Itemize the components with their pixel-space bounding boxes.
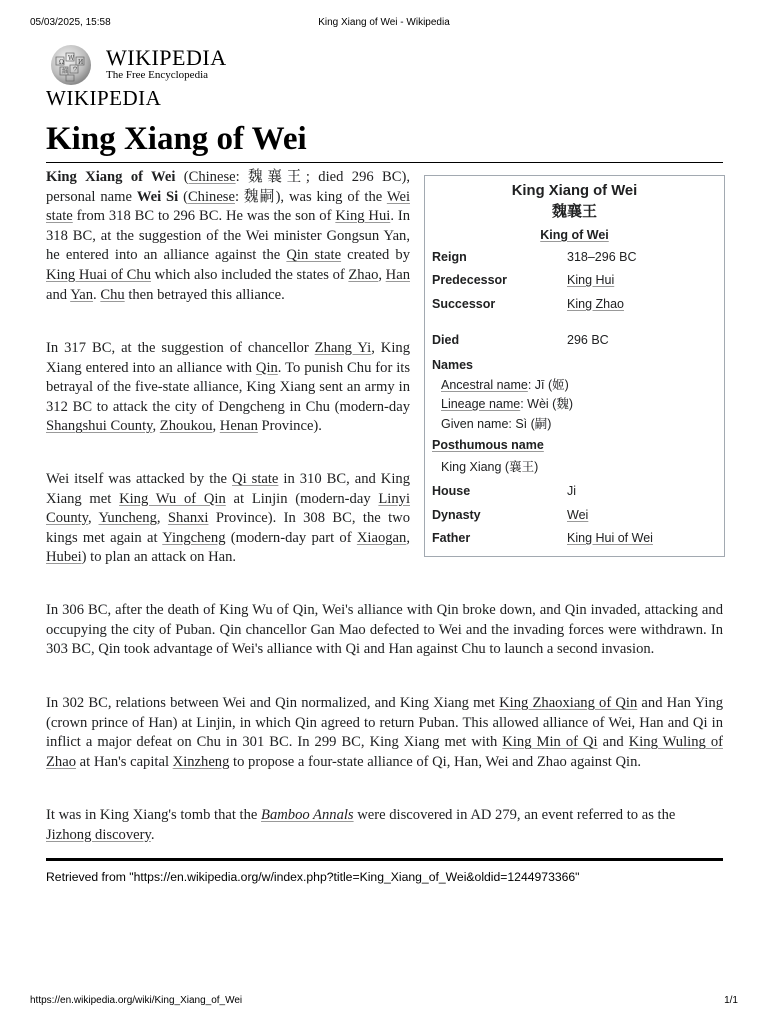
infobox-subheader (425, 227, 724, 243)
link-chu[interactable]: Chu (100, 286, 125, 303)
text: ( (175, 169, 189, 185)
paragraph-normalization (46, 694, 723, 772)
link-king-min-of-qi[interactable]: King Min of Qi (502, 734, 598, 751)
infobox-label-reign: Reign (432, 250, 467, 264)
link-lineage-name[interactable]: Lineage name (441, 397, 521, 411)
text: , (212, 418, 220, 435)
text: , (156, 510, 168, 527)
link-predecessor-king-hui[interactable]: King Hui (567, 273, 615, 287)
link-henan[interactable]: Henan (219, 418, 258, 435)
bold-article-name: King Xiang of Wei (46, 169, 176, 185)
link-zhang-yi[interactable]: Zhang Yi (314, 340, 372, 356)
text: In 317 BC, at the suggestion of chancellor (46, 340, 315, 356)
print-page-number: 1/1 (724, 995, 738, 1006)
text: In 302 BC, relations between Wei and Qin normalized, and King Xiang met (46, 695, 500, 711)
print-header (30, 17, 738, 31)
text: and Han Ying (crown prince of Han) at Linjin, in which Qin agreed to return Puban. This allowed alliance of Wei, Han and Qi in inflict a major defeat on Chu in 301 BC. In 299 BC, King Xiang met with (46, 695, 723, 751)
link-dynasty-wei[interactable]: Wei (567, 508, 589, 522)
infobox-given-name: Given name: Sì (嗣) (441, 417, 552, 431)
link-qin[interactable]: Qin (255, 359, 278, 376)
infobox-label-dynasty: Dynasty (432, 508, 481, 522)
text: created by (341, 247, 410, 264)
link-yingcheng[interactable]: Yingcheng (162, 529, 226, 546)
infobox-value-house: Ji (567, 484, 577, 498)
text: (modern-day part of (225, 529, 357, 546)
page-title: King Xiang of Wei (46, 121, 307, 157)
infobox-native-name: 魏襄王 (551, 203, 597, 220)
text: , (406, 529, 410, 546)
link-zhao[interactable]: Zhao (348, 266, 379, 283)
link-qi-state[interactable]: Qi state (232, 471, 279, 487)
text: Wei itself was attacked by the (46, 471, 233, 487)
svg-text:Ω: Ω (59, 59, 64, 66)
paragraph-intro (46, 168, 410, 305)
text: Province). (257, 418, 322, 435)
link-xinzheng[interactable]: Xinzheng (172, 753, 230, 770)
link-shanxi[interactable]: Shanxi (167, 510, 209, 527)
infobox-label-predecessor: Predecessor (432, 273, 508, 287)
bold-personal-name: Wei Si (136, 188, 179, 205)
text: and (597, 734, 629, 751)
paragraph-qi-attack (46, 470, 410, 568)
text: : 魏襄王; died 296 BC), personal name (46, 169, 410, 205)
text: ) to plan an attack on Han. (81, 549, 237, 566)
text: in 310 BC, and King Xiang met (46, 471, 410, 507)
link-xiaogan[interactable]: Xiaogan (356, 529, 407, 546)
link-jizhong-discovery[interactable]: Jizhong discovery (46, 826, 151, 843)
svg-text:W: W (68, 55, 75, 62)
text: , (152, 418, 160, 435)
link-han[interactable]: Han (385, 266, 410, 283)
link-father-king-hui-of-wei[interactable]: King Hui of Wei (567, 531, 653, 545)
infobox (424, 175, 725, 557)
lineage-name-value: : Wèi (魏) (520, 397, 574, 411)
link-chinese[interactable]: Chinese (188, 169, 236, 185)
link-ancestral-name[interactable]: Ancestral name (441, 378, 528, 392)
text: were discovered in AD 279, an event referred to as the (353, 807, 676, 823)
infobox-label-father: Father (432, 531, 471, 545)
link-yan[interactable]: Yan (70, 286, 94, 303)
link-king-hui[interactable]: King Hui (335, 208, 391, 225)
link-qin-state[interactable]: Qin state (286, 247, 342, 264)
print-timestamp: 05/03/2025, 15:58 (30, 17, 111, 28)
text: at Linjin (modern-day (225, 490, 379, 507)
text: It was in King Xiang's tomb that the (46, 807, 262, 823)
text: . (93, 286, 101, 303)
infobox-title: King Xiang of Wei (511, 183, 638, 199)
link-king-huai-of-chu[interactable]: King Huai of Chu (46, 266, 151, 283)
link-king-zhaoxiang-of-qin[interactable]: King Zhaoxiang of Qin (499, 695, 638, 711)
text: to propose a four-state alliance of Qi, Han, Wei and Zhao against Qin. (229, 753, 642, 770)
text: , (378, 266, 386, 283)
link-linyi-county[interactable]: Linyi County (46, 490, 410, 527)
print-url: https://en.wikipedia.org/wiki/King_Xiang_of_Wei (30, 995, 243, 1006)
text: ( (178, 188, 188, 205)
infobox-label-successor: Successor (432, 297, 496, 311)
link-king-wuling-of-zhao[interactable]: King Wuling of Zhao (46, 734, 723, 770)
text: : 魏嗣), was king of the (234, 188, 387, 205)
svg-text:維: 維 (62, 68, 69, 75)
text: , (88, 510, 99, 527)
link-chinese-2[interactable]: Chinese (187, 188, 235, 205)
svg-text:И: И (78, 59, 84, 66)
text: which also included the states of (151, 266, 349, 283)
paragraph-bamboo-annals (46, 806, 723, 845)
infobox-lineage-name (441, 396, 573, 412)
text: . (150, 826, 155, 843)
text: at Han's capital (76, 753, 173, 770)
print-page-title: King Xiang of Wei - Wikipedia (318, 17, 450, 28)
retrieved-from: Retrieved from "https://en.wikipedia.org/w/index.php?title=King_Xiang_of_Wei&oldid=1244973366" (46, 870, 580, 884)
text: then betrayed this alliance. (124, 286, 285, 303)
text: from 318 BC to 296 BC. He was the son of (72, 208, 336, 225)
infobox-value-died: 296 BC (567, 333, 609, 347)
svg-text:ウ: ウ (72, 66, 79, 73)
infobox-posthumous-value: King Xiang (襄王) (441, 460, 539, 474)
paragraph-puban: In 306 BC, after the death of King Wu of Qin, Wei's alliance with Qin broke down, and Qin invaded, attacking and occupying the city of Puban. Qin chancellor Gan Mao defected to Wei and the invading forces were withdrawn. In 303 BC, Qin took advantage of Wei's alliance with Qi and Han against Chu to launch a second invasion. (46, 602, 723, 658)
link-zhoukou[interactable]: Zhoukou (159, 418, 213, 435)
wikipedia-tagline: The Free Encyclopedia (106, 69, 209, 81)
wikipedia-wordmark[interactable]: WIKIPEDIA (106, 45, 227, 70)
infobox-label-names: Names (432, 358, 473, 372)
title-divider (46, 162, 723, 163)
infobox-ancestral-name (441, 377, 569, 393)
footer-divider (46, 858, 723, 861)
link-king-wu-of-qin[interactable]: King Wu of Qin (119, 490, 226, 507)
link-bamboo-annals[interactable]: Bamboo Annals (261, 807, 354, 823)
text: . In 318 BC, at the suggestion of the Wei minister Gongsun Yan, he entered into an alliance against the (46, 208, 410, 264)
infobox-label-died: Died (432, 333, 460, 347)
link-wei-state[interactable]: Wei state (46, 188, 410, 225)
infobox-value-reign: 318–296 BC (567, 250, 637, 264)
link-successor-king-zhao[interactable]: King Zhao (567, 297, 624, 311)
text: . To punish Chu for its betrayal of the five-state alliance, King Xiang sent an army in 312 BC to attack the city of Dengcheng in Chu (modern-day (46, 359, 411, 415)
link-hubei[interactable]: Hubei (46, 549, 82, 566)
text: , King Xiang entered into an alliance with (46, 340, 410, 376)
link-yuncheng[interactable]: Yuncheng (98, 510, 157, 527)
paragraph-zhang-yi (46, 339, 410, 437)
wikipedia-wordmark-secondary[interactable]: WIKIPEDIA (46, 86, 162, 110)
text: and (46, 286, 71, 303)
print-footer (30, 995, 738, 1009)
wikipedia-globe-icon[interactable] (46, 43, 96, 87)
infobox-label-house: House (432, 484, 471, 498)
link-king-of-wei[interactable]: King of Wei (540, 228, 609, 242)
text: Province). In 308 BC, the two kings met again at (46, 510, 410, 546)
link-shangshui-county[interactable]: Shangshui County (46, 418, 153, 435)
link-posthumous-name[interactable]: Posthumous name (432, 438, 544, 452)
ancestral-name-value: : Jī (姬) (527, 378, 569, 392)
